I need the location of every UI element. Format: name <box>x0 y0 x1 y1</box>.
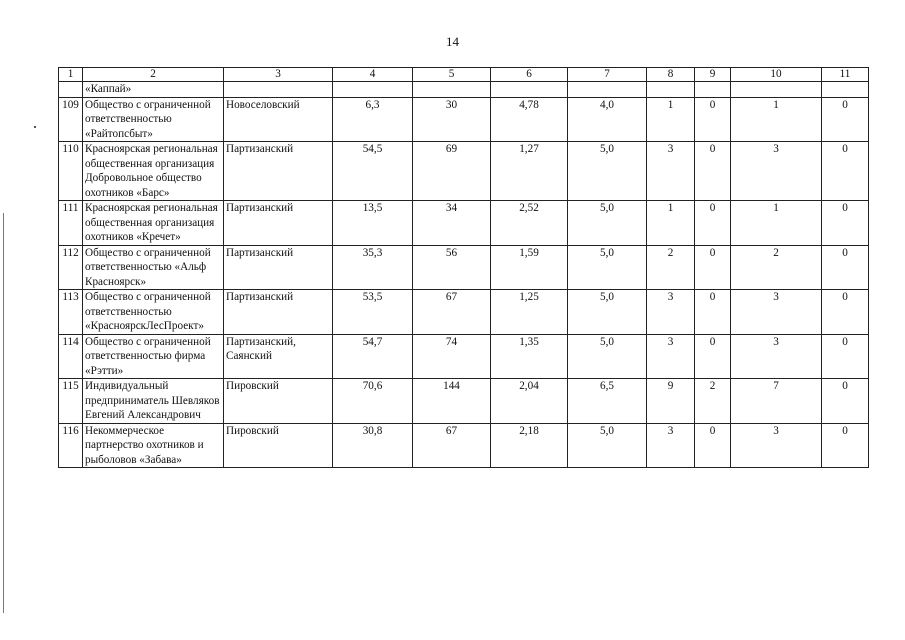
header-cell: 8 <box>647 68 695 82</box>
table-row <box>59 245 869 290</box>
table-cell <box>822 82 869 98</box>
value-col-8: 1 <box>647 201 695 246</box>
organization-name: Общество с ограниченной ответственностью «КрасноярскЛесПроект» <box>83 290 224 335</box>
organization-name: Общество с ограниченной ответственностью «Райтопсбыт» <box>83 97 224 142</box>
value-col-11: 0 <box>822 201 869 246</box>
row-number: 113 <box>59 290 83 335</box>
value-col-7: 4,0 <box>568 97 647 142</box>
district-name: Пировский <box>224 379 333 424</box>
value-col-4: 6,3 <box>333 97 413 142</box>
value-col-7: 5,0 <box>568 245 647 290</box>
row-number: 109 <box>59 97 83 142</box>
value-col-5: 34 <box>413 201 491 246</box>
value-col-5: 67 <box>413 290 491 335</box>
value-col-8: 3 <box>647 334 695 379</box>
continuation-text: «Каппай» <box>83 82 224 98</box>
value-col-8: 9 <box>647 379 695 424</box>
district-name: Партизанский <box>224 142 333 201</box>
table-row <box>59 142 869 201</box>
value-col-11: 0 <box>822 334 869 379</box>
scan-dot <box>34 126 36 128</box>
value-col-5: 69 <box>413 142 491 201</box>
value-col-8: 3 <box>647 142 695 201</box>
value-col-5: 56 <box>413 245 491 290</box>
value-col-10: 3 <box>731 142 822 201</box>
header-cell: 4 <box>333 68 413 82</box>
value-col-4: 35,3 <box>333 245 413 290</box>
district-name: Партизанский <box>224 201 333 246</box>
row-number: 116 <box>59 423 83 468</box>
value-col-9: 0 <box>695 334 731 379</box>
organization-name: Индивидуальный предприниматель Шевляков Евгений Александрович <box>83 379 224 424</box>
value-col-5: 144 <box>413 379 491 424</box>
value-col-6: 1,27 <box>491 142 568 201</box>
header-cell: 3 <box>224 68 333 82</box>
table-cell <box>59 82 83 98</box>
header-cell: 2 <box>83 68 224 82</box>
value-col-9: 0 <box>695 201 731 246</box>
table-row <box>59 97 869 142</box>
value-col-7: 5,0 <box>568 290 647 335</box>
value-col-8: 3 <box>647 423 695 468</box>
value-col-5: 67 <box>413 423 491 468</box>
value-col-11: 0 <box>822 142 869 201</box>
table-row <box>59 201 869 246</box>
district-name: Партизанский <box>224 290 333 335</box>
table-row <box>59 334 869 379</box>
value-col-4: 53,5 <box>333 290 413 335</box>
row-number: 112 <box>59 245 83 290</box>
value-col-4: 54,5 <box>333 142 413 201</box>
table-cell <box>731 82 822 98</box>
value-col-10: 1 <box>731 201 822 246</box>
page-number: 14 <box>446 34 459 49</box>
header-cell: 6 <box>491 68 568 82</box>
value-col-6: 4,78 <box>491 97 568 142</box>
table-row <box>59 290 869 335</box>
value-col-6: 2,18 <box>491 423 568 468</box>
table-cell <box>333 82 413 98</box>
value-col-5: 74 <box>413 334 491 379</box>
value-col-6: 1,35 <box>491 334 568 379</box>
value-col-7: 5,0 <box>568 201 647 246</box>
value-col-10: 3 <box>731 290 822 335</box>
value-col-11: 0 <box>822 245 869 290</box>
header-cell: 1 <box>59 68 83 82</box>
header-cell: 9 <box>695 68 731 82</box>
value-col-10: 2 <box>731 245 822 290</box>
value-col-7: 5,0 <box>568 423 647 468</box>
row-number: 111 <box>59 201 83 246</box>
value-col-10: 3 <box>731 423 822 468</box>
organization-name: Красноярская региональная общественная организация Добровольное общество охотников «Барс» <box>83 142 224 201</box>
header-row <box>59 68 869 82</box>
table-cell <box>491 82 568 98</box>
value-col-9: 0 <box>695 245 731 290</box>
value-col-7: 5,0 <box>568 334 647 379</box>
table-cell <box>224 82 333 98</box>
value-col-10: 7 <box>731 379 822 424</box>
value-col-4: 30,8 <box>333 423 413 468</box>
value-col-7: 6,5 <box>568 379 647 424</box>
row-number: 115 <box>59 379 83 424</box>
value-col-11: 0 <box>822 290 869 335</box>
header-cell: 10 <box>731 68 822 82</box>
value-col-9: 2 <box>695 379 731 424</box>
header-cell: 11 <box>822 68 869 82</box>
district-name: Партизанский <box>224 245 333 290</box>
value-col-6: 1,59 <box>491 245 568 290</box>
continuation-row <box>59 82 869 98</box>
district-name: Новоселовский <box>224 97 333 142</box>
value-col-4: 54,7 <box>333 334 413 379</box>
table-cell <box>568 82 647 98</box>
table-cell <box>695 82 731 98</box>
table-cell <box>413 82 491 98</box>
value-col-5: 30 <box>413 97 491 142</box>
row-number: 114 <box>59 334 83 379</box>
value-col-10: 1 <box>731 97 822 142</box>
value-col-4: 13,5 <box>333 201 413 246</box>
value-col-9: 0 <box>695 142 731 201</box>
value-col-11: 0 <box>822 423 869 468</box>
value-col-8: 1 <box>647 97 695 142</box>
scan-margin-line <box>3 213 4 613</box>
value-col-9: 0 <box>695 290 731 335</box>
value-col-9: 0 <box>695 97 731 142</box>
table-row <box>59 423 869 468</box>
data-table <box>58 67 869 468</box>
header-cell: 7 <box>568 68 647 82</box>
value-col-6: 2,04 <box>491 379 568 424</box>
district-name: Пировский <box>224 423 333 468</box>
organization-name: Общество с ограниченной ответственностью фирма «Рэтти» <box>83 334 224 379</box>
value-col-9: 0 <box>695 423 731 468</box>
value-col-8: 2 <box>647 245 695 290</box>
organization-name: Общество с ограниченной ответственностью «Альф Красноярск» <box>83 245 224 290</box>
value-col-4: 70,6 <box>333 379 413 424</box>
organization-name: Некоммерческое партнерство охотников и рыболовов «Забава» <box>83 423 224 468</box>
value-col-6: 2,52 <box>491 201 568 246</box>
value-col-8: 3 <box>647 290 695 335</box>
header-cell: 5 <box>413 68 491 82</box>
district-name: Партизанский, Саянский <box>224 334 333 379</box>
value-col-11: 0 <box>822 97 869 142</box>
table-row <box>59 379 869 424</box>
row-number: 110 <box>59 142 83 201</box>
value-col-7: 5,0 <box>568 142 647 201</box>
organization-name: Красноярская региональная общественная организация охотников «Кречет» <box>83 201 224 246</box>
value-col-6: 1,25 <box>491 290 568 335</box>
value-col-10: 3 <box>731 334 822 379</box>
value-col-11: 0 <box>822 379 869 424</box>
table-cell <box>647 82 695 98</box>
